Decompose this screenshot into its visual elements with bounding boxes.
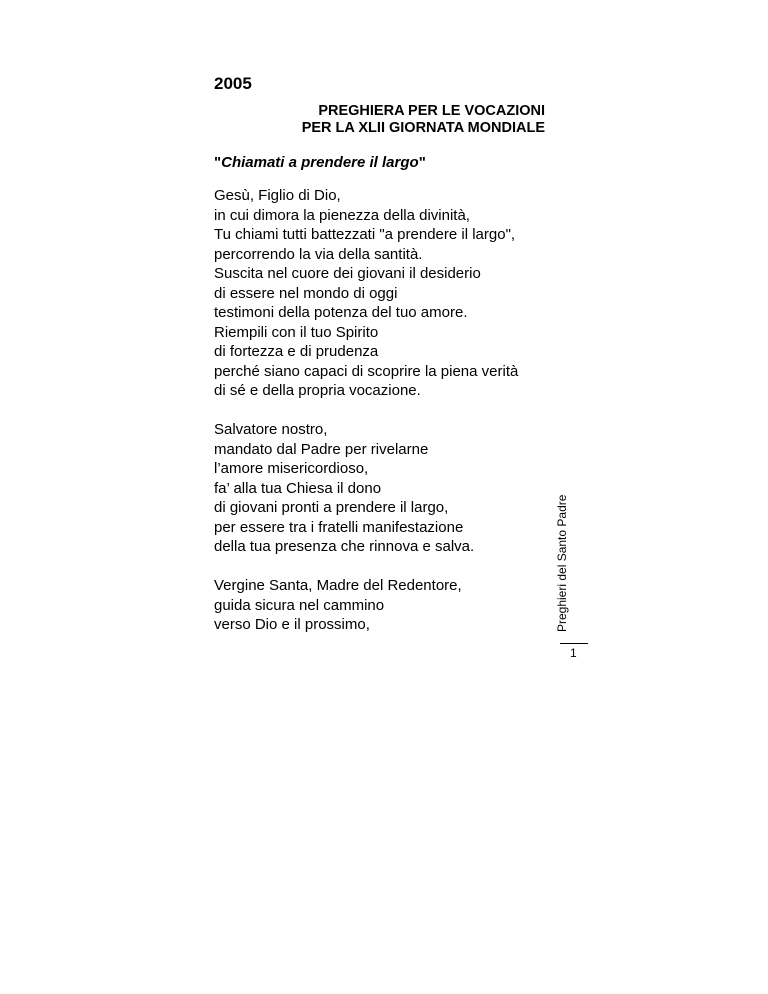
stanza-line: mandato dal Padre per rivelarne bbox=[214, 440, 429, 458]
stanza bbox=[214, 420, 554, 557]
stanza-line: Riempili con il tuo Spirito bbox=[214, 323, 379, 341]
prayer-title-line: PER LA XLII GIORNATA MONDIALE bbox=[301, 120, 545, 136]
stanza-line: Salvatore nostro, bbox=[214, 421, 328, 438]
prayer-body bbox=[214, 186, 554, 654]
stanza-line: Vergine Santa, Madre del Redentore, bbox=[214, 577, 462, 594]
stanza-line: l’amore misericordioso, bbox=[214, 460, 369, 477]
subtitle-close-quote: " bbox=[418, 154, 426, 171]
subtitle-open-quote: " bbox=[214, 154, 222, 171]
stanza-line: di sé e della propria vocazione. bbox=[214, 382, 421, 399]
stanza-line: percorrendo la via della santità. bbox=[214, 245, 423, 263]
stanza-line: guida sicura nel cammino bbox=[214, 596, 385, 614]
stanza-line: Tu chiami tutti battezzati "a prendere il largo", bbox=[214, 226, 516, 243]
stanza-line: in cui dimora la pienezza della divinità, bbox=[214, 206, 470, 224]
stanza bbox=[214, 576, 554, 635]
stanza-line: per essere tra i fratelli manifestazione bbox=[214, 518, 464, 536]
page-number: 1 bbox=[570, 646, 577, 660]
running-header-vertical: Preghieri del Santo Padre bbox=[555, 494, 569, 632]
prayer-title-line: PREGHIERA PER LE VOCAZIONI bbox=[318, 103, 545, 119]
prayer-title bbox=[302, 103, 545, 137]
subtitle-text: Chiamati a prendere il largo bbox=[221, 154, 419, 171]
stanza-line: Gesù, Figlio di Dio, bbox=[214, 187, 341, 204]
stanza-line: di essere nel mondo di oggi bbox=[214, 284, 398, 302]
stanza-line: di giovani pronti a prendere il largo, bbox=[214, 499, 449, 516]
stanza-line: verso Dio e il prossimo, bbox=[214, 616, 370, 633]
prayer-subtitle bbox=[214, 154, 426, 172]
stanza-line: della tua presenza che rinnova e salva. bbox=[214, 538, 475, 555]
stanza-line: fa’ alla tua Chiesa il dono bbox=[214, 479, 382, 497]
stanza bbox=[214, 186, 554, 401]
stanza-line: testimoni della potenza del tuo amore. bbox=[214, 304, 468, 321]
page-number-rule bbox=[560, 643, 588, 644]
stanza-line: Suscita nel cuore dei giovani il desiderio bbox=[214, 265, 481, 282]
stanza-line: di fortezza e di prudenza bbox=[214, 343, 379, 360]
stanza-line: perché siano capaci di scoprire la piena verità bbox=[214, 362, 519, 380]
year-heading: 2005 bbox=[214, 74, 252, 93]
